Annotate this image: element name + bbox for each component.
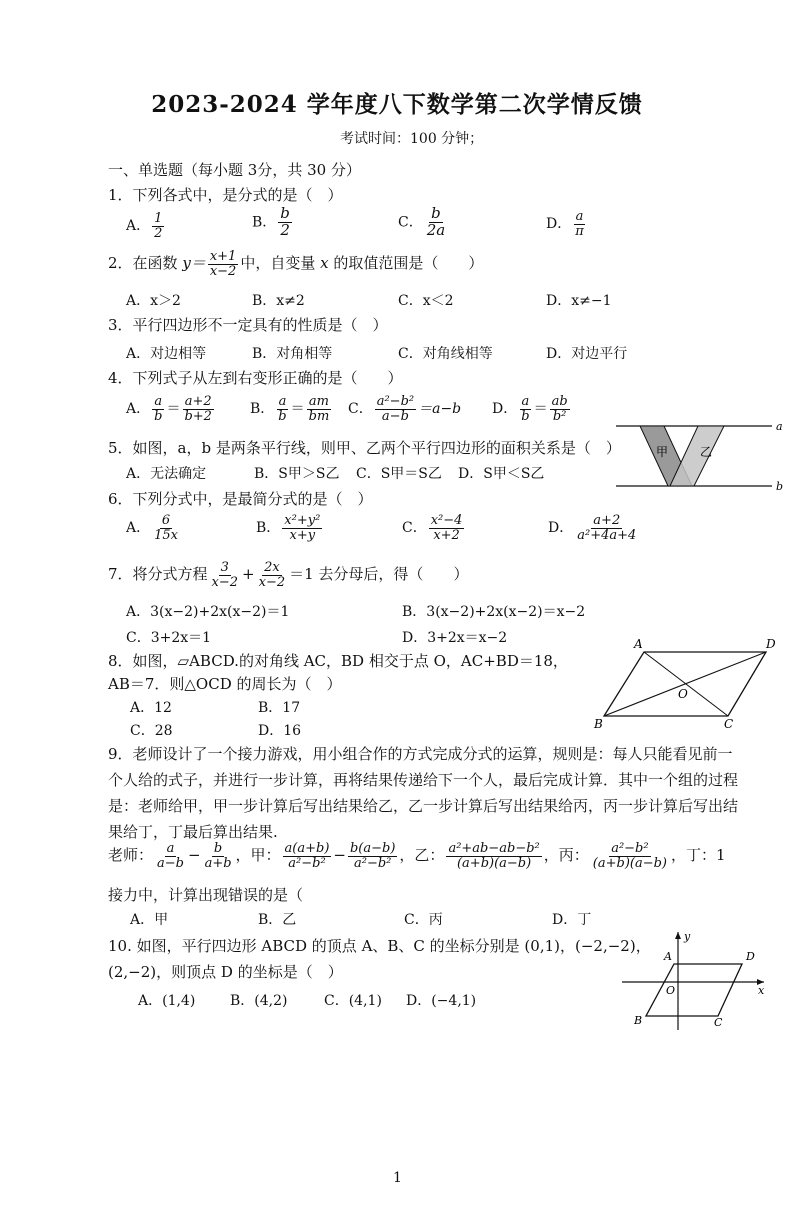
q1-option-b bbox=[252, 206, 294, 239]
q9-teacher-f1: $\frac{a}{a-b}$ bbox=[157, 841, 184, 871]
q2-y-eq: y＝ bbox=[182, 254, 206, 273]
q7-option-d: D．3+2x＝x−2 bbox=[402, 630, 508, 646]
vertex-d: D bbox=[766, 637, 776, 651]
page-number: 1 bbox=[393, 1170, 402, 1186]
q10-figure bbox=[618, 926, 768, 1034]
q6-option-b bbox=[256, 514, 324, 542]
q7-option-c: C．3+2x＝1 bbox=[126, 630, 212, 646]
q5-option-d: D．S甲＜S乙 bbox=[458, 466, 545, 482]
q1-b-label: B． bbox=[252, 214, 277, 231]
page-title: 2023-2024 学年度八下数学第二次学情反馈 bbox=[151, 91, 643, 118]
q5-figure bbox=[612, 418, 782, 492]
q5-option-a: A．无法确定 bbox=[126, 466, 207, 482]
q10-option-b: B．(4,2) bbox=[230, 993, 288, 1009]
q6-option-a bbox=[126, 514, 182, 542]
vertex-c-coord: C bbox=[714, 1016, 723, 1029]
q6-c-frac: $\frac{\text{x²−4}}{x+2}$ bbox=[430, 513, 463, 543]
q7-stem-a: 7．将分式方程 bbox=[108, 565, 208, 584]
q1-option-d bbox=[546, 210, 588, 238]
vertex-d-coord: D bbox=[746, 950, 755, 963]
q9-jia-label: ，甲： bbox=[235, 846, 281, 865]
point-o: O bbox=[678, 687, 688, 701]
q6-stem: 6．下列分式中，是最简分式的是（ ） bbox=[108, 490, 373, 508]
vertex-a: A bbox=[634, 637, 643, 651]
q2-stem-a: 2．在函数 bbox=[108, 254, 178, 273]
q3-stem: 3．平行四边形不一定具有的性质是（ ） bbox=[108, 316, 388, 334]
q1-option-c bbox=[398, 206, 449, 239]
q4-a-rhs: $\frac{a+2}{b+2}$ bbox=[184, 394, 212, 424]
q6-b-frac: $\frac{\text{x²+y²}}{x+y}$ bbox=[284, 513, 321, 543]
q4-b-rhs: $\frac{am}{bm}$ bbox=[308, 394, 330, 424]
q2-stem-b: 中，自变量 bbox=[240, 254, 316, 273]
q7-frac-2: $\frac{2x}{x-2}$ bbox=[258, 560, 286, 590]
q7-stem-b: ＝1 去分母后，得（ ） bbox=[289, 565, 469, 584]
q3-option-d: D．对边平行 bbox=[546, 346, 628, 362]
q4-c-tail: ＝a−b bbox=[418, 401, 462, 418]
q9-option-b: B．乙 bbox=[258, 912, 297, 928]
label-b: b bbox=[776, 480, 784, 493]
q8-option-a: A．12 bbox=[130, 700, 172, 716]
q1-b-frac: $\frac{b}{2}$ bbox=[280, 204, 290, 239]
q1-option-a bbox=[126, 212, 166, 240]
q4-d-label: D． bbox=[492, 401, 518, 418]
q4-option-b: B． $\frac{a}{b}$ ＝ $\frac{am}{bm}$ bbox=[250, 394, 330, 424]
q5-option-c: C．S甲＝S乙 bbox=[356, 466, 442, 482]
q2-option-d: D．x≠−1 bbox=[546, 293, 612, 309]
label-y: y bbox=[684, 930, 691, 943]
vertex-c: C bbox=[724, 717, 734, 731]
q9-yi-f: $\frac{\text{a²+ab−ab−b²}}{(a+b)(a-b)}$ bbox=[448, 841, 540, 871]
q8-option-b: B．17 bbox=[258, 700, 301, 716]
q10-line-2: (2,−2)，则顶点 D 的坐标是（ ） bbox=[108, 963, 343, 981]
q1-d-frac: $\frac{a}{\pi}$ bbox=[575, 209, 584, 239]
q4-option-a: A． $\frac{a}{b}$ ＝ $\frac{a+2}{b+2}$ bbox=[126, 394, 212, 424]
origin-o: O bbox=[666, 984, 676, 997]
vertex-b-coord: B bbox=[634, 1014, 643, 1027]
q4-stem: 4．下列式子从左到右变形正确的是（ ） bbox=[108, 369, 403, 387]
q5-stem: 5．如图，a，b 是两条平行线，则甲、乙两个平行四边形的面积关系是（ ） bbox=[108, 439, 621, 457]
q9-ding-label: ，丁：1 bbox=[671, 846, 726, 865]
q9-expressions: 老师： $\frac{a}{a-b}$ − $\frac{b}{a+b}$ ，甲： $\frac{a(a+b)}{\text{a²−b²}}$ − $\frac{b(a-b)}{\text{a²−b²}}$ ，乙： $\frac{\text{a²+ab−ab−b²}}{(a+b)(a-b)}$ ，丙： $\frac{\text{a²−b²}}{(a+b)(a-b)}$ ，丁：1 bbox=[108, 841, 726, 871]
q4-d-lhs: $\frac{a}{b}$ bbox=[521, 394, 530, 424]
q9-option-d: D．丁 bbox=[552, 912, 592, 928]
q1-a-label: A． bbox=[126, 218, 151, 235]
q6-a-frac: $\frac{6}{15x}$ bbox=[154, 513, 178, 543]
q10-option-a: A．(1,4) bbox=[138, 993, 196, 1009]
q6-b-label: B． bbox=[256, 520, 281, 537]
section-heading: 一、单选题（每小题 3分，共 30 分） bbox=[108, 161, 361, 179]
q9-bing-f: $\frac{\text{a²−b²}}{(a+b)(a-b)}$ bbox=[592, 841, 667, 871]
q9-line-2: 个人给的式子，并进行一步计算，再将结果传递给下一个人，最后完成计算．其中一个组的过程 bbox=[108, 771, 739, 789]
q5-option-b: B．S甲＞S乙 bbox=[254, 466, 340, 482]
y-arrow-icon bbox=[675, 932, 681, 939]
q2-stem-c: 的取值范围是（ ） bbox=[333, 254, 484, 273]
q1-c-frac: $\frac{b}{2a}$ bbox=[426, 204, 446, 239]
q9-jia-f2: $\frac{b(a-b)}{\text{a²−b²}}$ bbox=[349, 841, 396, 871]
q9-line-4: 果给丁，丁最后算出结果. bbox=[108, 823, 278, 841]
q7-option-b: B．3(x−2)+2x(x−2)＝x−2 bbox=[402, 604, 586, 620]
label-jia: 甲 bbox=[656, 445, 669, 459]
q4-d-rhs: $\frac{ab}{\text{b²}}$ bbox=[551, 394, 568, 424]
q2-stem bbox=[108, 250, 483, 278]
q2-option-b: B．x≠2 bbox=[252, 293, 305, 309]
q6-d-label: D． bbox=[548, 520, 574, 537]
q9-line-1: 9．老师设计了一个接力游戏，用小组合作的方式完成分式的运算，规则是：每人只能看见前一 bbox=[108, 745, 733, 763]
q2-x: x bbox=[320, 254, 329, 273]
q8-figure bbox=[590, 636, 786, 736]
vertex-b: B bbox=[594, 717, 603, 731]
q6-a-label: A． bbox=[126, 520, 151, 537]
q8-line-2: AB＝7．则△OCD 的周长为（ ） bbox=[108, 675, 342, 693]
q1-stem: 1．下列各式中，是分式的是（ ） bbox=[108, 186, 343, 204]
q2-option-c: C．x＜2 bbox=[398, 293, 454, 309]
q4-a-lhs: $\frac{a}{b}$ bbox=[154, 394, 163, 424]
q6-d-frac: $\frac{a+2}{\text{a²+4a+4}}$ bbox=[577, 513, 637, 543]
q2-option-a: A．x＞2 bbox=[126, 293, 181, 309]
q9-line-3: 是：老师给甲，甲一步计算后写出结果给乙，乙一步计算后写出结果给丙，丙一步计算后写出结 bbox=[108, 797, 739, 815]
q3-option-c: C．对角线相等 bbox=[398, 346, 493, 362]
label-yi: 乙 bbox=[700, 445, 713, 459]
exam-time: 考试时间：100 分钟； bbox=[340, 131, 484, 147]
q8-option-d: D．16 bbox=[258, 723, 302, 739]
q7-option-a: A．3(x−2)+2x(x−2)＝1 bbox=[126, 604, 290, 620]
q4-option-d: D． $\frac{a}{b}$ ＝ $\frac{ab}{\text{b²}}$ bbox=[492, 394, 568, 424]
q9-teacher-label: 老师： bbox=[108, 846, 154, 865]
q8-line-1: 8．如图，▱ABCD.的对角线 AC，BD 相交于点 O，AC+BD＝18， bbox=[108, 652, 568, 670]
q10-option-c: C．(4,1) bbox=[324, 993, 382, 1009]
q4-c-lhs: $\frac{\text{a²−b²}}{a-b}$ bbox=[376, 394, 415, 424]
q9-jia-f1: $\frac{a(a+b)}{\text{a²−b²}}$ bbox=[284, 841, 330, 871]
q10-option-d: D．(−4,1) bbox=[406, 993, 477, 1009]
q9-teacher-f2: $\frac{b}{a+b}$ bbox=[204, 841, 232, 871]
vertex-a-coord: A bbox=[664, 950, 672, 963]
q9-option-c: C．丙 bbox=[404, 912, 443, 928]
q6-option-d bbox=[548, 514, 640, 542]
q9-option-a: A．甲 bbox=[130, 912, 169, 928]
q4-c-label: C． bbox=[348, 401, 373, 418]
q1-c-label: C． bbox=[398, 214, 423, 231]
q4-option-c bbox=[348, 395, 461, 423]
diagonal-bd bbox=[604, 652, 766, 716]
label-x: x bbox=[758, 984, 765, 997]
q1-d-label: D． bbox=[546, 216, 572, 233]
q6-c-label: C． bbox=[402, 520, 427, 537]
q6-option-c bbox=[402, 514, 466, 542]
q7-stem: 7．将分式方程 $\frac{3}{x-2}$ + $\frac{2x}{x-2}$ ＝1 去分母后，得（ ） bbox=[108, 560, 469, 590]
q7-frac-1: $\frac{3}{x-2}$ bbox=[211, 560, 239, 590]
label-a: a bbox=[776, 420, 783, 433]
q2-frac: $\frac{x+1}{x-2}$ bbox=[209, 249, 237, 279]
q4-a-label: A． bbox=[126, 401, 151, 418]
q9-line-6: 接力中，计算出现错误的是（ bbox=[108, 886, 304, 904]
q10-line-1: 10. 如图，平行四边形 ABCD 的顶点 A、B、C 的坐标分别是 (0,1)，(−2,−2)， bbox=[108, 937, 651, 955]
q9-yi-label: ，乙： bbox=[399, 846, 445, 865]
q9-bing-label: ，丙： bbox=[543, 846, 589, 865]
q4-b-label: B． bbox=[250, 401, 275, 418]
q8-option-c: C．28 bbox=[130, 723, 173, 739]
q4-b-lhs: $\frac{a}{b}$ bbox=[278, 394, 287, 424]
parallelogram-abcd-coord bbox=[646, 964, 742, 1016]
q1-a-frac: $\frac{1}{2}$ bbox=[154, 211, 163, 241]
q3-option-b: B．对角相等 bbox=[252, 346, 333, 362]
q3-option-a: A．对边相等 bbox=[126, 346, 207, 362]
